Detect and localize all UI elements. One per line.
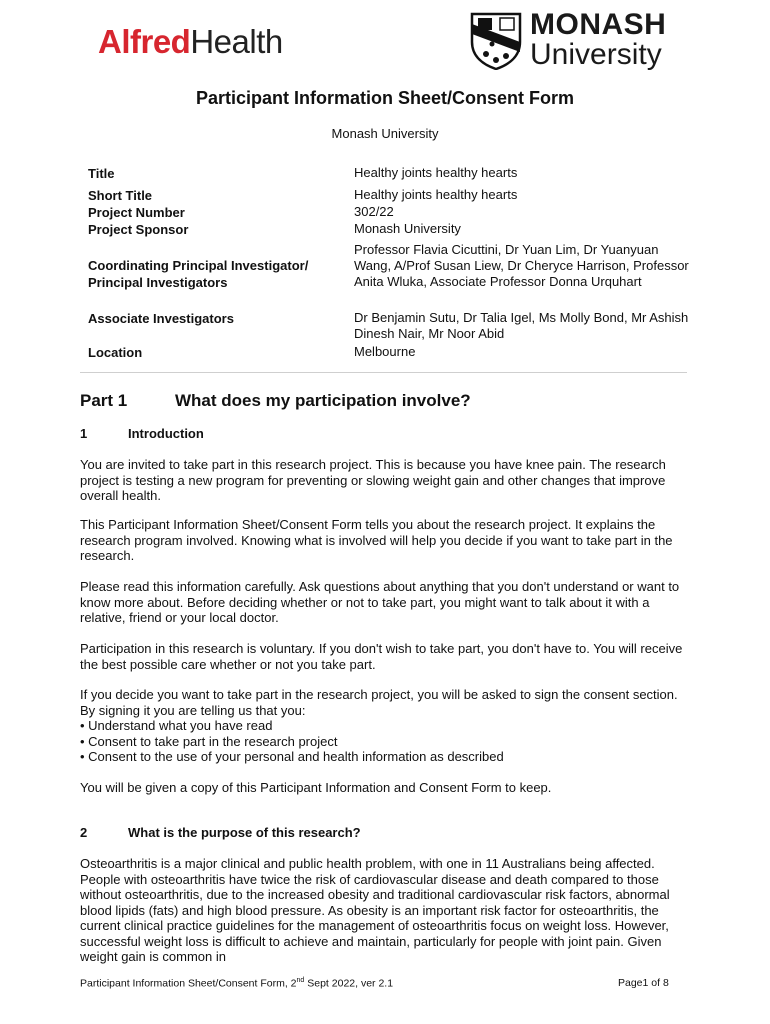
- bullet-item: • Consent to the use of your personal and health information as described: [80, 749, 504, 764]
- detail-label-project-sponsor: Project Sponsor: [88, 222, 189, 237]
- page-number: Page1 of 8: [618, 977, 669, 989]
- detail-label-investigators: Coordinating Principal Investigator/ Principal Investigators: [88, 258, 309, 290]
- paragraph: You will be given a copy of this Participant Information and Consent Form to keep.: [80, 780, 552, 795]
- section-number: 1: [80, 426, 88, 441]
- bullet-item: • Understand what you have read: [80, 718, 273, 733]
- monash-university-logo: MONASH University: [530, 8, 667, 71]
- detail-value-location: Melbourne: [354, 344, 416, 359]
- bullet-item: • Consent to take part in the research project: [80, 734, 338, 749]
- part-number: Part 1: [80, 391, 128, 410]
- detail-label-location: Location: [88, 345, 143, 360]
- detail-label-title: Title: [88, 166, 115, 181]
- detail-value-title: Healthy joints healthy hearts: [354, 165, 518, 180]
- paragraph: Please read this information carefully. Ask questions about anything that you don't understand or want to know more about. Before deciding whether or not to take part, you might want to talk about it with a relative, friend or your local doctor.: [80, 579, 680, 625]
- detail-value-associate-investigators: Dr Benjamin Sutu, Dr Talia Igel, Ms Molly Bond, Mr Ashish Dinesh Nair, Mr Noor Abid: [354, 310, 689, 341]
- monash-crest-icon: [470, 12, 522, 70]
- paragraph: Osteoarthritis is a major clinical and public health problem, with one in 11 Australians being affected. People with osteoarthritis have twice the risk of cardiovascular disease and death compared to those without osteoarthritis, due to the increased obesity and traditional cardiovascular risk factors, abnormal blood lipids (fats) and high blood pressure. As obesity is an important risk factor for osteoarthritis, the current clinical practice guidelines for the management of osteoarthritis focus on weight loss. However, successful weight loss is difficult to achieve and maintain, particularly for people with joint pain. Given weight gain is common in: [80, 856, 670, 964]
- detail-value-project-number: 302/22: [354, 204, 394, 219]
- footer-version: Participant Information Sheet/Consent Form, 2nd Sept 2022, ver 2.1: [80, 977, 394, 990]
- section-title-purpose: What is the purpose of this research?: [128, 825, 361, 840]
- detail-value-short-title: Healthy joints healthy hearts: [354, 187, 518, 202]
- paragraph: Participation in this research is voluntary. If you don't wish to take part, you don't have to. You will receive the best possible care whether or not you take part.: [80, 641, 683, 672]
- detail-value-investigators: Professor Flavia Cicuttini, Dr Yuan Lim, Dr Yuanyuan Wang, A/Prof Susan Liew, Dr Cheryce Harrison, Professor Anita Wluka, Associate Professor Donna Urquhart: [354, 242, 689, 289]
- detail-label-project-number: Project Number: [88, 205, 185, 220]
- document-organisation: Monash University: [331, 126, 439, 141]
- section-number: 2: [80, 825, 88, 840]
- alfred-health-logo: AlfredHealth: [98, 23, 283, 60]
- detail-value-project-sponsor: Monash University: [354, 221, 461, 236]
- detail-label-short-title: Short Title: [88, 188, 153, 203]
- paragraph: You are invited to take part in this research project. This is because you have knee pain. The research project is testing a new program for preventing or slowing weight gain and other changes that improve overall health.: [80, 457, 666, 503]
- divider: [80, 372, 687, 373]
- paragraph: This Participant Information Sheet/Consent Form tells you about the research project. It explains the research program involved. Knowing what is involved will help you decide if you want to take part in the research.: [80, 517, 673, 563]
- document-title: Participant Information Sheet/Consent Form: [195, 88, 575, 108]
- paragraph: If you decide you want to take part in the research project, you will be asked to sign the consent section. By signing it you are telling us that you:: [80, 687, 678, 718]
- part-title: What does my participation involve?: [175, 391, 471, 410]
- detail-label-associate-investigators: Associate Investigators: [88, 311, 234, 326]
- section-title-introduction: Introduction: [128, 426, 204, 441]
